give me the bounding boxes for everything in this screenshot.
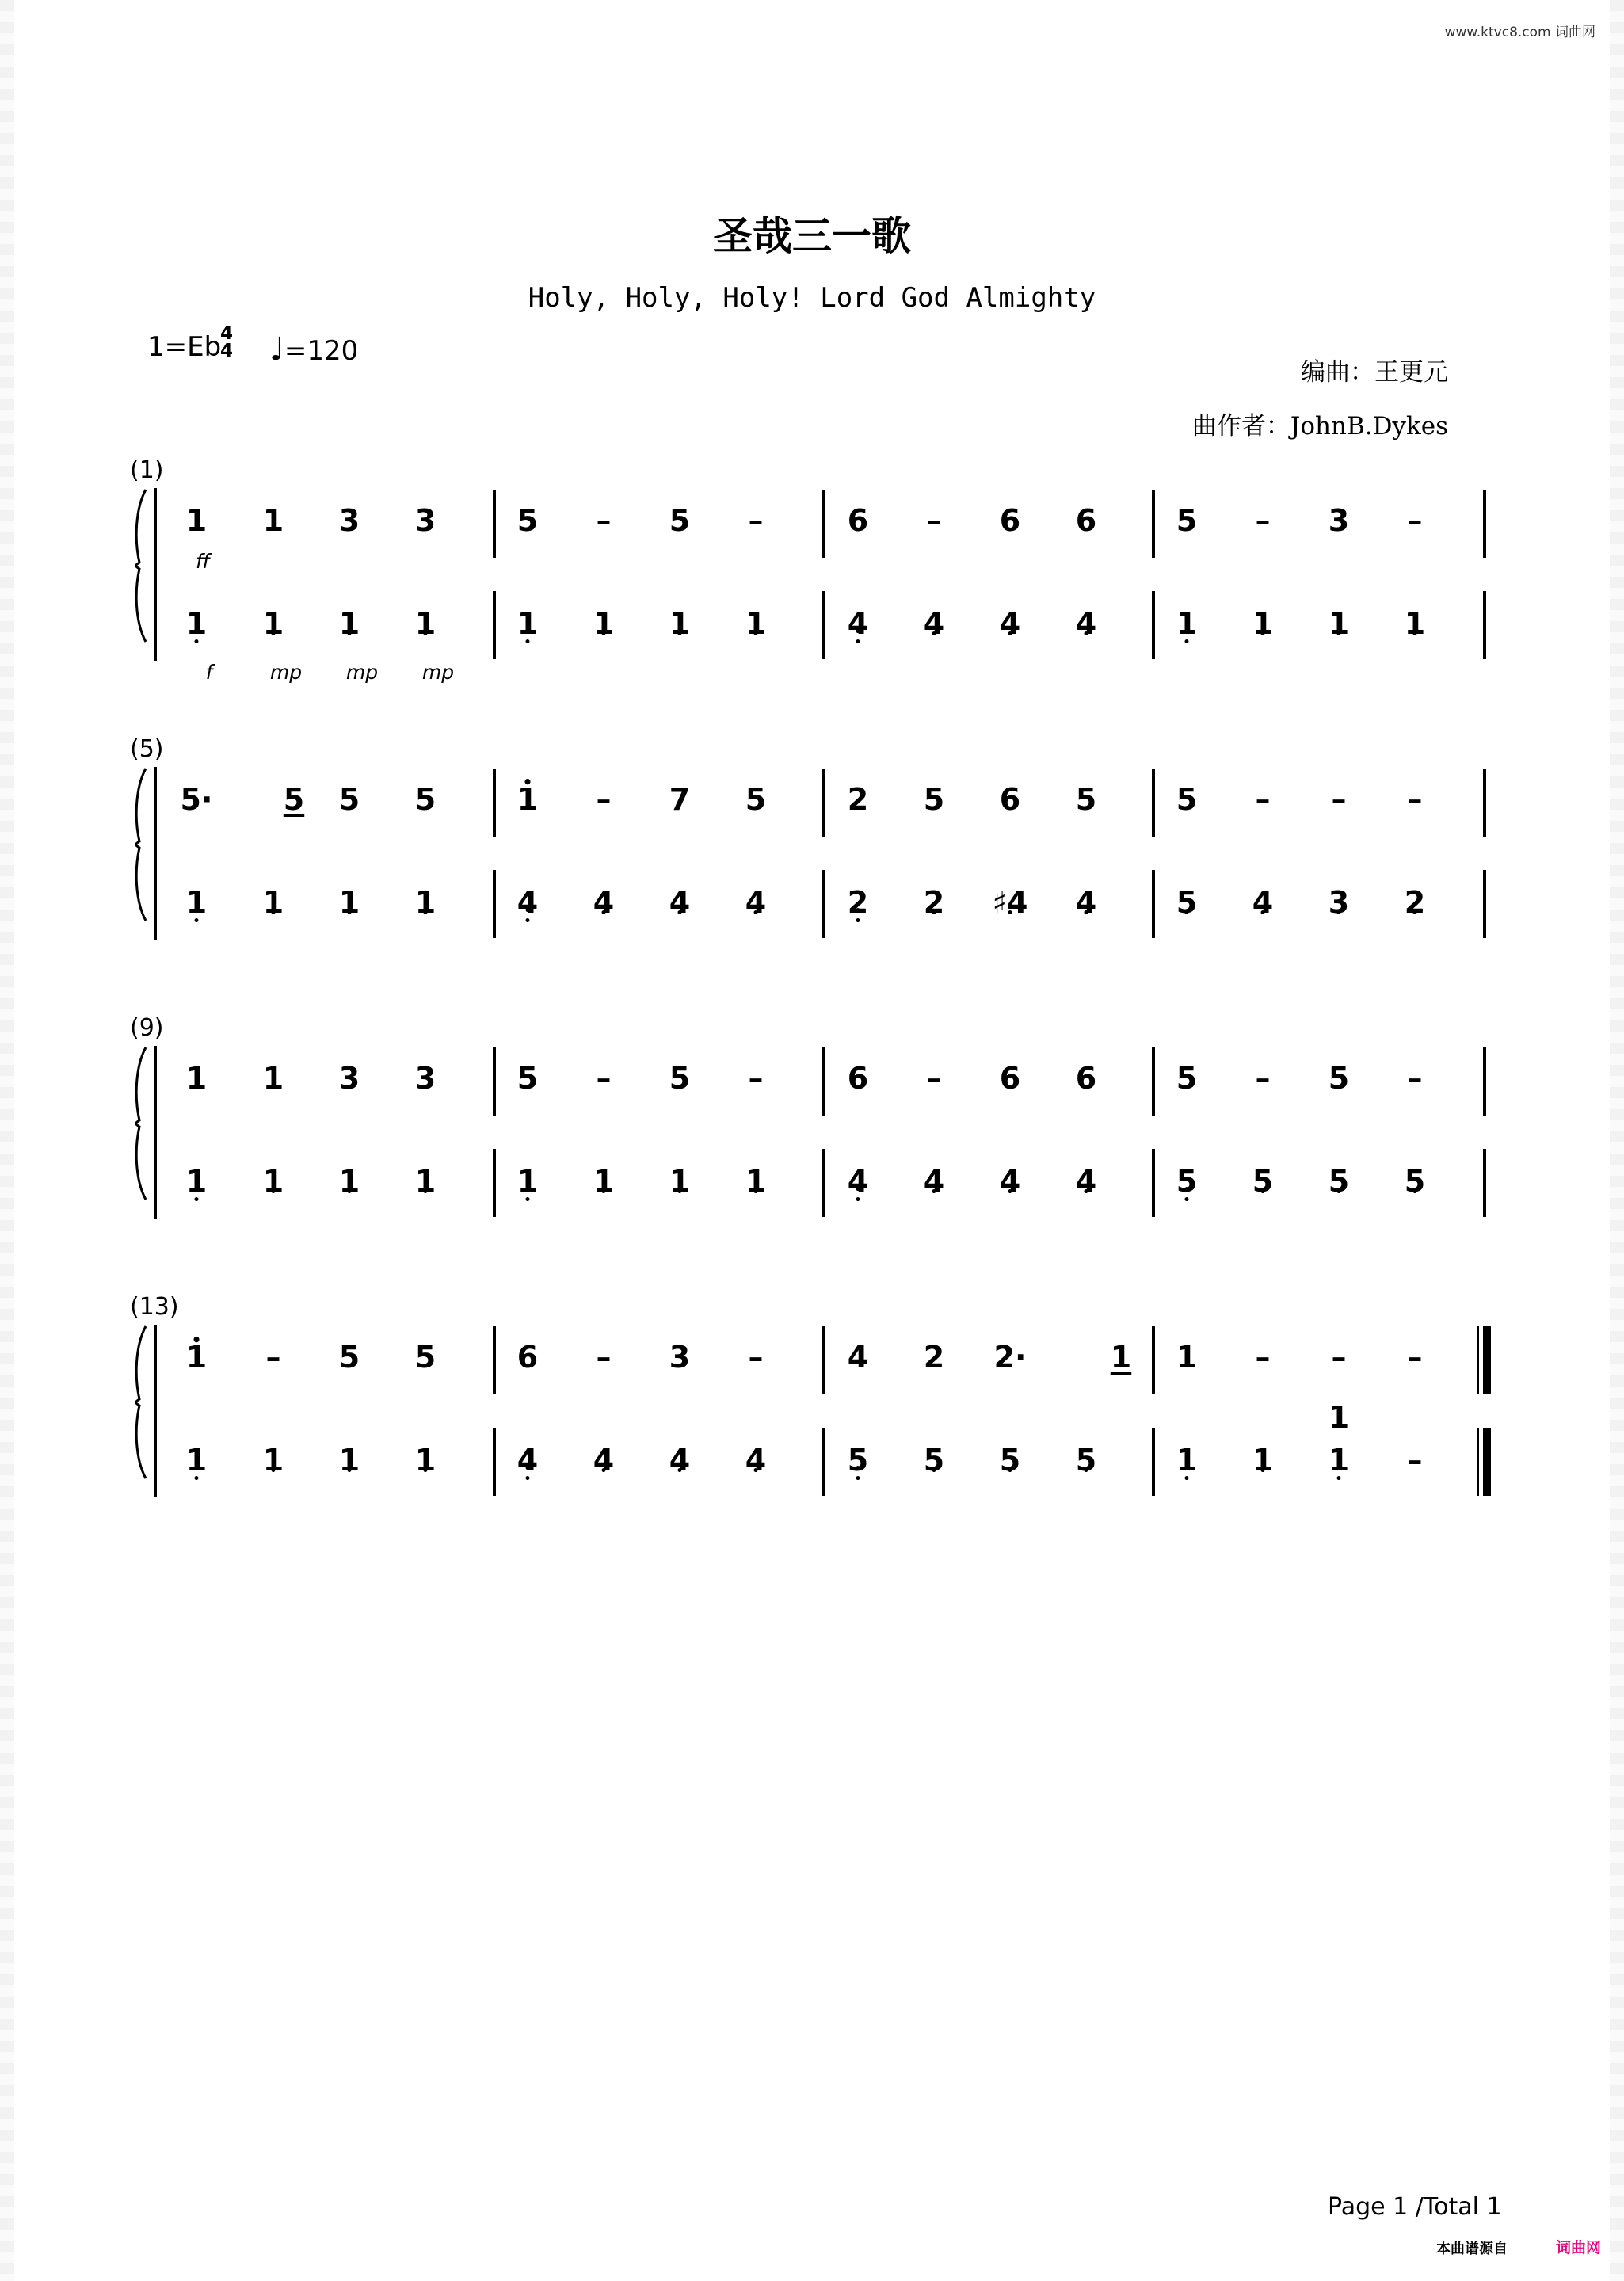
note: 4 • •	[834, 608, 882, 639]
note: 5 • •	[834, 1445, 882, 1475]
note: 4 •	[1239, 887, 1287, 917]
barline	[493, 490, 496, 558]
note: 3	[338, 1061, 360, 1096]
note: 3	[338, 503, 360, 538]
barline	[822, 1149, 825, 1217]
note: 6	[847, 503, 869, 538]
note: 4 •	[580, 887, 627, 917]
note: 1 •	[580, 608, 627, 639]
note: 1 •	[580, 1166, 627, 1196]
barline	[1477, 1428, 1479, 1496]
barline	[1483, 1326, 1491, 1394]
note: –	[1407, 1340, 1423, 1375]
note: 1 •	[326, 1445, 373, 1475]
note: 6	[999, 782, 1021, 817]
note: 2 •	[910, 887, 958, 917]
note: 5	[338, 1340, 360, 1375]
note: –	[596, 1061, 612, 1096]
note: 4 •	[656, 887, 703, 917]
note: 4 •	[1062, 608, 1110, 639]
barline	[1152, 1326, 1155, 1394]
barline	[1152, 769, 1155, 837]
note: 4 • •	[504, 1445, 551, 1475]
note: 1	[1176, 1340, 1198, 1375]
time-signature	[220, 325, 233, 360]
note: 1 • •	[1315, 1445, 1363, 1475]
note: 4	[847, 1340, 869, 1375]
note: 1 • •	[173, 1166, 220, 1196]
note: 5	[1176, 503, 1198, 538]
note: 1 • •	[1163, 608, 1210, 639]
barline	[822, 1047, 825, 1116]
note: 1 •	[402, 608, 449, 639]
note: 1 •	[326, 608, 373, 639]
note: 5	[745, 782, 767, 817]
score-title: 圣哉三一歌	[713, 212, 911, 259]
dynamic-marking: f	[205, 661, 213, 684]
barline	[822, 1326, 825, 1394]
note: • 1	[504, 784, 551, 814]
note: 1	[1110, 1340, 1132, 1375]
barline	[1483, 490, 1486, 558]
score-subtitle: Holy, Holy, Holy! Lord God Almighty	[528, 282, 1096, 314]
note: –	[1255, 1340, 1271, 1375]
page-number: Page 1 /Total 1	[1328, 2193, 1502, 2221]
note: 1 •	[1239, 608, 1287, 639]
barline	[154, 767, 157, 940]
barline	[1152, 870, 1155, 938]
barline	[154, 1046, 157, 1219]
time-signature-top: 4	[220, 323, 234, 344]
note: 5 • •	[1163, 1166, 1210, 1196]
note: 1 • •	[173, 1445, 220, 1475]
measure-number: (1)	[130, 456, 164, 484]
note: 5	[1176, 1061, 1198, 1096]
note: 5 •	[910, 1445, 958, 1475]
measure-number: (13)	[130, 1293, 179, 1321]
note: 6	[1075, 1061, 1097, 1096]
note: 1 •	[1315, 608, 1363, 639]
note: 1	[185, 1061, 208, 1096]
note: ♯4 •	[986, 887, 1034, 917]
note: 1 •	[1391, 608, 1439, 639]
note: 5 •	[1239, 1166, 1287, 1196]
note: 6	[999, 503, 1021, 538]
note: 5	[1176, 782, 1198, 817]
note: 6	[517, 1340, 539, 1375]
barline	[822, 1428, 825, 1496]
note: 1	[262, 503, 284, 538]
left-edge-watermark	[0, 0, 14, 2281]
barline	[493, 591, 496, 659]
note: 5	[923, 782, 945, 817]
note: 1 •	[1239, 1445, 1287, 1475]
note: –	[1331, 782, 1347, 817]
footer-source: 本曲谱源自	[1436, 2241, 1508, 2257]
note: 4 • •	[834, 1166, 882, 1196]
time-signature-bottom: 4	[220, 341, 234, 361]
note: –	[596, 782, 612, 817]
dynamic-marking: ff	[195, 550, 211, 573]
note: –	[748, 1061, 764, 1096]
note: 5	[414, 1340, 436, 1375]
arranger-credit: 编曲：王更元	[1301, 358, 1448, 387]
note: 2	[923, 1340, 945, 1375]
note: 5 •	[1391, 1166, 1439, 1196]
staff-brace	[128, 765, 152, 924]
note: 5 •	[1163, 887, 1210, 917]
note: 4 •	[1062, 1166, 1110, 1196]
note: 1	[1328, 1400, 1350, 1435]
barline	[493, 1149, 496, 1217]
tempo-marking	[269, 331, 358, 368]
note: –	[1255, 503, 1271, 538]
staff-brace	[128, 1323, 152, 1482]
barline	[154, 488, 157, 661]
note: 3	[414, 1061, 436, 1096]
barline	[493, 1047, 496, 1116]
note: 4 •	[910, 1166, 958, 1196]
note: 1 •	[732, 1166, 780, 1196]
note: 4 •	[910, 608, 958, 639]
note: 5	[669, 503, 691, 538]
note: 4 •	[986, 1166, 1034, 1196]
note: 1 • •	[173, 887, 220, 917]
note: 5 •	[986, 1445, 1034, 1475]
note: 3	[414, 503, 436, 538]
barline	[1152, 490, 1155, 558]
barline	[493, 1326, 496, 1394]
note: 1 •	[326, 887, 373, 917]
note: 5	[517, 1061, 539, 1096]
note: 1 •	[732, 608, 780, 639]
note: 1 • •	[173, 608, 220, 639]
note: –	[1407, 1443, 1423, 1478]
barline	[1483, 870, 1486, 938]
note: 6	[847, 1061, 869, 1096]
note: 6	[999, 1061, 1021, 1096]
dynamic-marking: mp	[345, 661, 379, 684]
note: –	[926, 1061, 942, 1096]
note: –	[596, 503, 612, 538]
note: 5	[338, 782, 360, 817]
note: 1 •	[656, 608, 703, 639]
barline	[1477, 1326, 1479, 1394]
note: 5·	[180, 782, 213, 817]
barline	[822, 870, 825, 938]
barline	[1483, 769, 1486, 837]
note: 5	[517, 503, 539, 538]
note: 1 • •	[1163, 1445, 1210, 1475]
note: 7	[669, 782, 691, 817]
measure-number: (9)	[130, 1014, 164, 1042]
note: 5	[283, 782, 305, 817]
note: 6	[1075, 503, 1097, 538]
note: 3 •	[1315, 887, 1363, 917]
barline	[822, 769, 825, 837]
note: –	[1407, 503, 1423, 538]
note: 1 •	[326, 1166, 373, 1196]
note: –	[1255, 782, 1271, 817]
note: 4 •	[1062, 887, 1110, 917]
barline	[1483, 1428, 1491, 1496]
note: 1 •	[250, 1445, 297, 1475]
note: –	[748, 503, 764, 538]
note: 1 •	[402, 1166, 449, 1196]
note: –	[1255, 1061, 1271, 1096]
note: 1	[185, 503, 208, 538]
quarter-note-icon: ♩	[269, 331, 284, 368]
note: –	[1407, 782, 1423, 817]
note: 2 •	[1391, 887, 1439, 917]
barline	[822, 490, 825, 558]
note: 2·	[993, 1340, 1027, 1375]
note: –	[596, 1340, 612, 1375]
note: 2 • •	[834, 887, 882, 917]
note: 1	[262, 1061, 284, 1096]
note: 5 •	[1062, 1445, 1110, 1475]
note: 1 •	[402, 887, 449, 917]
note: 3	[1328, 503, 1350, 538]
barline	[154, 1325, 157, 1497]
dynamic-marking: mp	[269, 661, 303, 684]
note: 4 •	[580, 1445, 627, 1475]
barline	[1483, 1149, 1486, 1217]
key-signature: 1=Eb	[147, 331, 222, 363]
measure-number: (5)	[130, 735, 164, 763]
note: 1 • •	[504, 608, 551, 639]
site-watermark: www.ktvc8.com 词曲网	[1444, 25, 1595, 40]
note: 1 •	[656, 1166, 703, 1196]
note: –	[1331, 1340, 1347, 1375]
footer-logo: 词曲网	[1556, 2239, 1602, 2256]
note: –	[1407, 1061, 1423, 1096]
barline	[493, 870, 496, 938]
note: 4 •	[656, 1445, 703, 1475]
note: 4 •	[986, 608, 1034, 639]
note: 4 •	[732, 1445, 780, 1475]
note: 4 • •	[504, 887, 551, 917]
note: 5	[414, 782, 436, 817]
note: 3	[669, 1340, 691, 1375]
note: 1 •	[250, 887, 297, 917]
note: 5 •	[1315, 1166, 1363, 1196]
dynamic-marking: mp	[421, 661, 455, 684]
barline	[1152, 1149, 1155, 1217]
tempo-value: =120	[284, 335, 359, 367]
barline	[1152, 1047, 1155, 1116]
note: 5	[1075, 782, 1097, 817]
note: 1 •	[402, 1445, 449, 1475]
note: –	[748, 1340, 764, 1375]
composer-credit: 曲作者：JohnB.Dykes	[1191, 412, 1448, 441]
barline	[1152, 1428, 1155, 1496]
note: • 1	[173, 1342, 220, 1372]
barline	[1152, 591, 1155, 659]
barline	[493, 1428, 496, 1496]
barline	[493, 769, 496, 837]
note: 5	[1328, 1061, 1350, 1096]
note: –	[265, 1340, 281, 1375]
note: 1 •	[250, 608, 297, 639]
barline	[1483, 591, 1486, 659]
note: –	[926, 503, 942, 538]
note: 1 •	[250, 1166, 297, 1196]
note: 4 •	[732, 887, 780, 917]
barline	[1483, 1047, 1486, 1116]
note: 1 • •	[504, 1166, 551, 1196]
staff-brace	[128, 1044, 152, 1203]
note: 5	[669, 1061, 691, 1096]
right-edge-watermark	[1610, 0, 1624, 2281]
barline	[822, 591, 825, 659]
note: 2	[847, 782, 869, 817]
staff-brace	[128, 486, 152, 645]
